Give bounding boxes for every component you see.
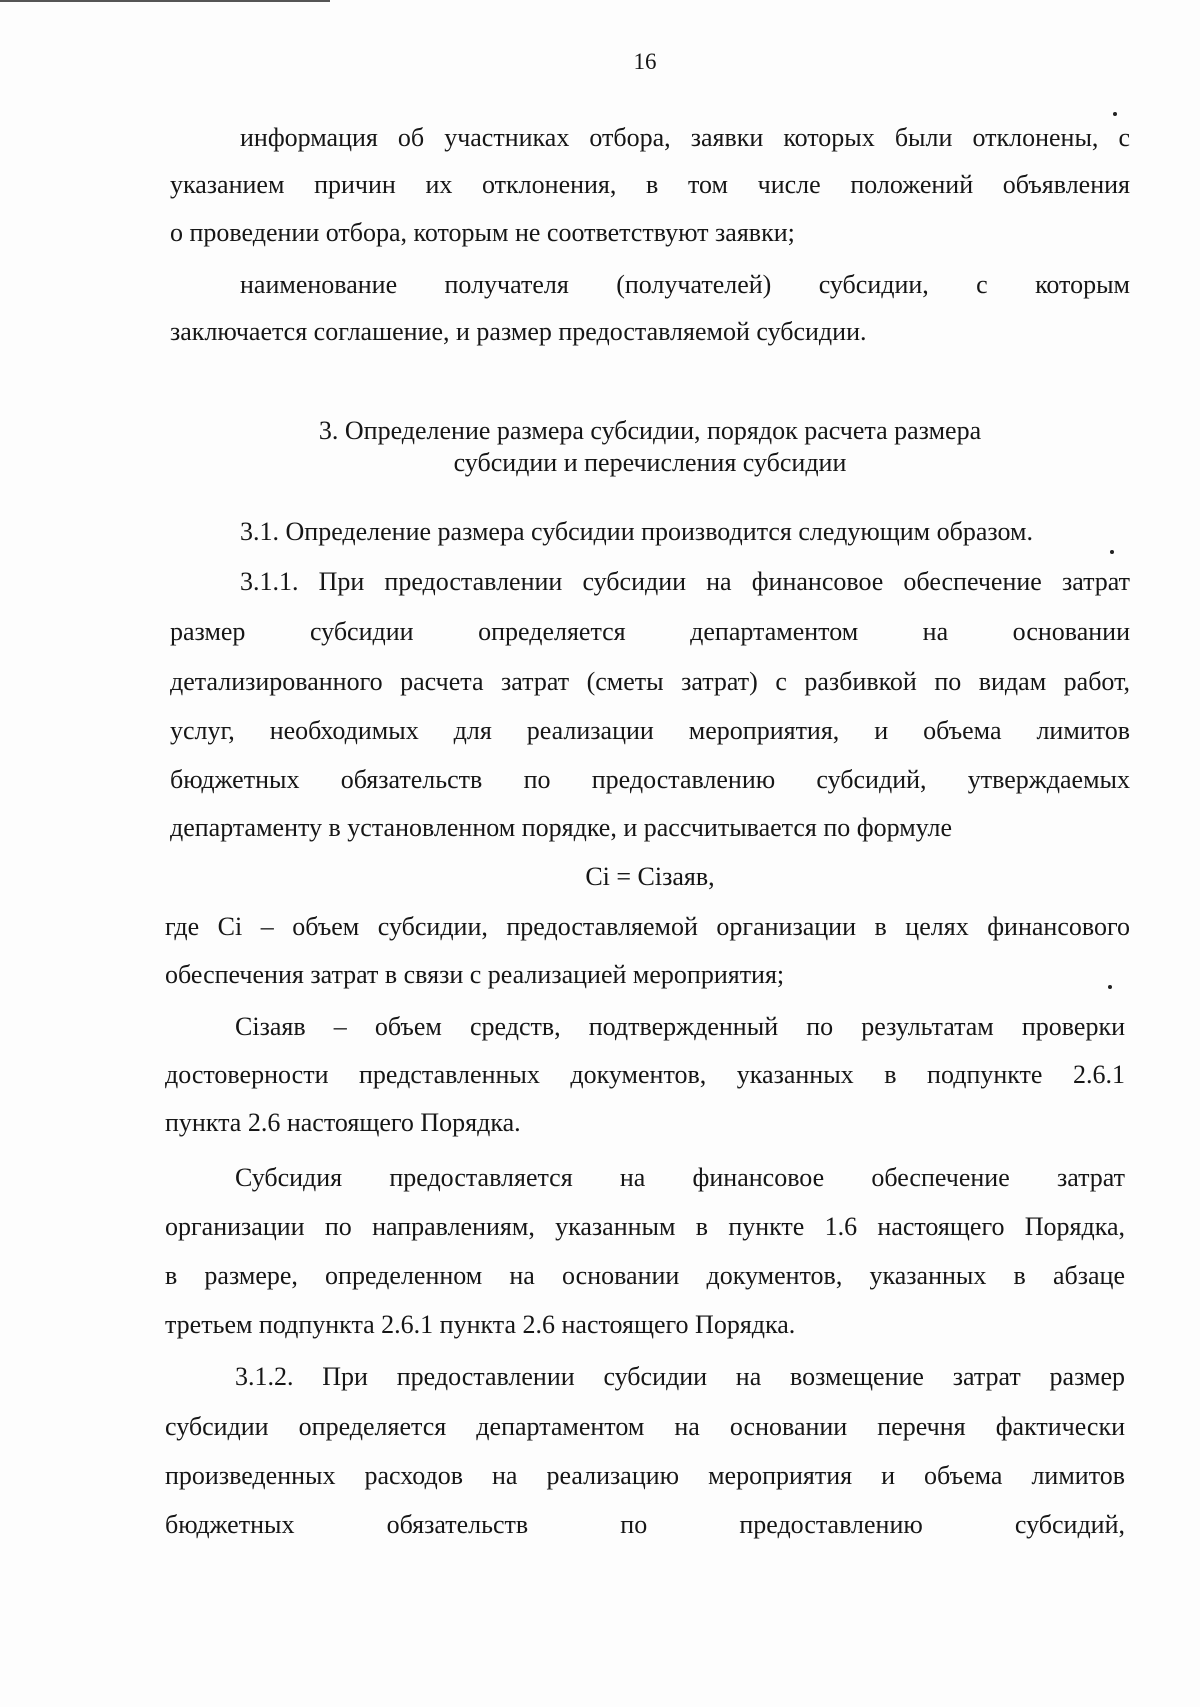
- paragraph-3-1-1-line-5: бюджетных обязательств по предоставлению субсидий, утверждаемых: [170, 765, 1130, 794]
- section-heading-line-1: 3. Определение размера субсидии, порядок расчета размера: [318, 416, 982, 445]
- where-paragraph-line-1: где Ci – объем субсидии, предоставляемой организации в целях финансового: [165, 912, 1130, 941]
- paragraph-1-line-1: информация об участниках отбора, заявки которых были отклонены, с: [240, 123, 1130, 152]
- paragraph-3-1: 3.1. Определение размера субсидии производится следующим образом.: [240, 517, 1033, 546]
- paragraph-1-line-2: указанием причин их отклонения, в том числе положений объявления: [170, 170, 1130, 199]
- paragraph-1-line-3: о проведении отбора, которым не соответствуют заявки;: [170, 218, 795, 247]
- section-heading-line-2: субсидии и перечисления субсидии: [453, 448, 847, 477]
- paragraph-3-1-1-line-2: размер субсидии определяется департаментом на основании: [170, 617, 1130, 646]
- paragraph-3-1-1-line-4: услуг, необходимых для реализации мероприятия, и объема лимитов: [170, 716, 1130, 745]
- where-paragraph-line-2: обеспечения затрат в связи с реализацией мероприятия;: [165, 960, 785, 989]
- ci-paragraph-line-1: Ciзаяв – объем средств, подтвержденный по результатам проверки: [235, 1012, 1125, 1041]
- scan-edge-line: [0, 0, 330, 2]
- subsidy-paragraph-line-3: в размере, определенном на основании документов, указанных в абзаце: [165, 1261, 1125, 1290]
- paragraph-3-1-2-line-1: 3.1.2. При предоставлении субсидии на возмещение затрат размер: [235, 1362, 1125, 1391]
- paragraph-3-1-2-line-3: произведенных расходов на реализацию мероприятия и объема лимитов: [165, 1461, 1125, 1490]
- ci-paragraph-line-3: пункта 2.6 настоящего Порядка.: [165, 1108, 521, 1137]
- paragraph-2-line-2: заключается соглашение, и размер предоставляемой субсидии.: [170, 317, 867, 346]
- scan-speck: [1113, 112, 1117, 116]
- scan-speck: [1110, 550, 1114, 554]
- paragraph-3-1-1-line-1: 3.1.1. При предоставлении субсидии на финансовое обеспечение затрат: [240, 567, 1130, 596]
- page-number: 16: [633, 49, 657, 74]
- subsidy-paragraph-line-4: третьем подпункта 2.6.1 пункта 2.6 настоящего Порядка.: [165, 1310, 796, 1339]
- paragraph-3-1-1-line-6: департаменту в установленном порядке, и рассчитывается по формуле: [170, 813, 953, 842]
- subsidy-paragraph-line-1: Субсидия предоставляется на финансовое обеспечение затрат: [235, 1163, 1125, 1192]
- scan-speck: [1108, 985, 1112, 989]
- paragraph-3-1-2-line-4: бюджетных обязательств по предоставлению субсидий,: [165, 1510, 1125, 1539]
- subsidy-paragraph-line-2: организации по направлениям, указанным в пункте 1.6 настоящего Порядка,: [165, 1212, 1125, 1241]
- paragraph-2-line-1: наименование получателя (получателей) субсидии, с которым: [240, 270, 1130, 299]
- paragraph-3-1-1-line-3: детализированного расчета затрат (сметы затрат) с разбивкой по видам работ,: [170, 667, 1130, 696]
- paragraph-3-1-2-line-2: субсидии определяется департаментом на основании перечня фактически: [165, 1412, 1125, 1441]
- ci-paragraph-line-2: достоверности представленных документов, указанных в подпункте 2.6.1: [165, 1060, 1125, 1089]
- formula: Ci = Ciзаяв,: [585, 862, 715, 891]
